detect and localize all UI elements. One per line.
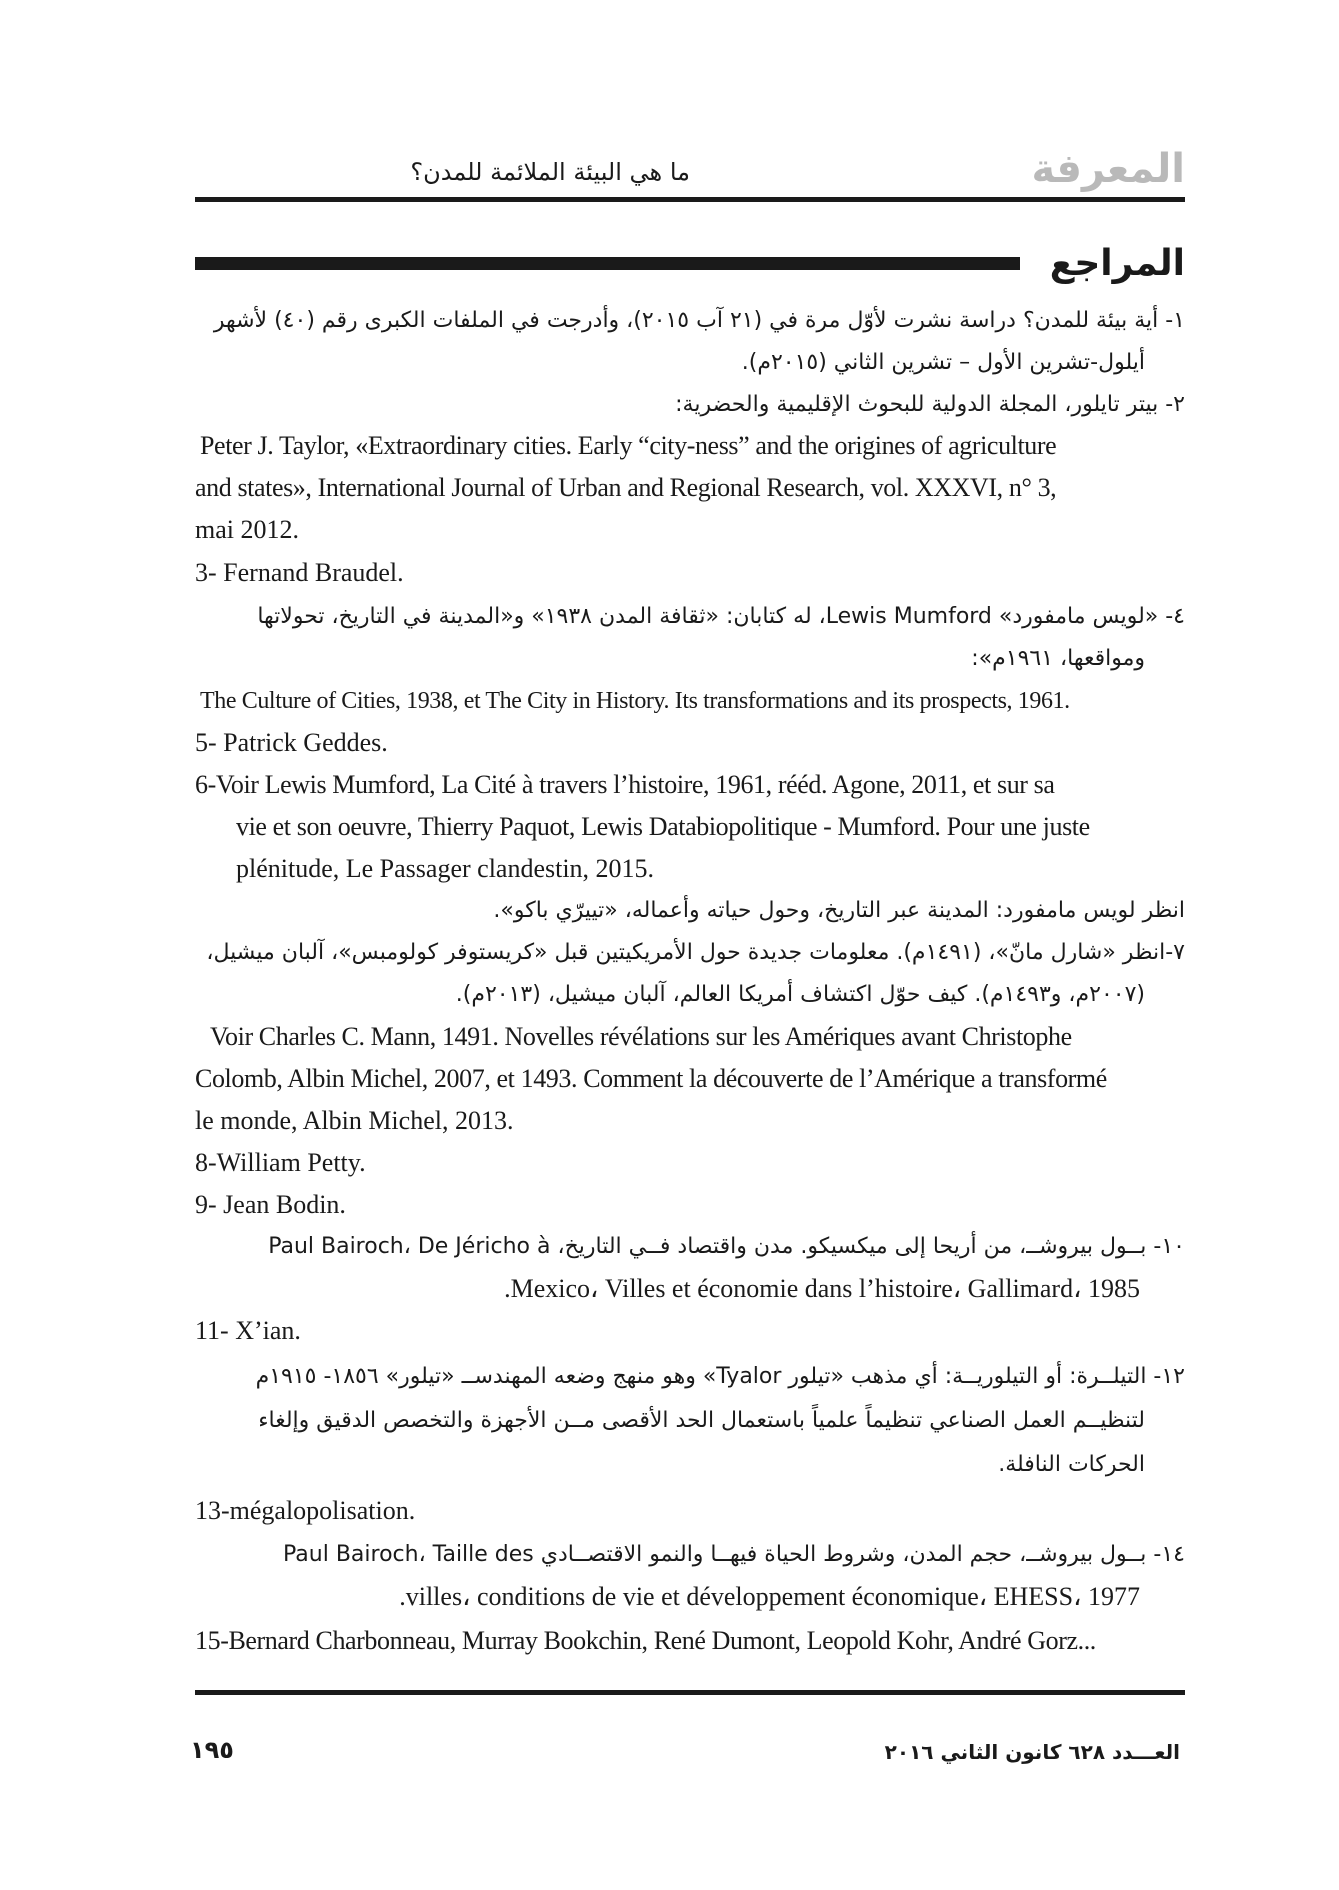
issue-info: العـــدد ٦٢٨ كانون الثاني ٢٠١٦ bbox=[884, 1740, 1180, 1764]
reference-10-line-2: Mexico، Villes et économie dans l’histoire، Gallimard، 1985. bbox=[504, 1274, 1140, 1303]
reference-6-arabic: انظر لويس مامفورد: المدينة عبر التاريخ، وحول حياته وأعماله، «تييرّي باكو». bbox=[493, 898, 1185, 923]
reference-8: 8-William Petty. bbox=[195, 1148, 366, 1177]
reference-14-line-2: villes، conditions de vie et développement économique، EHESS، 1977. bbox=[399, 1582, 1140, 1611]
reference-5: 5- Patrick Geddes. bbox=[195, 728, 388, 757]
reference-7-line-5: le monde, Albin Michel, 2013. bbox=[195, 1106, 514, 1135]
reference-15: 15-Bernard Charbonneau, Murray Bookchin, René Dumont, Leopold Kohr, André Gorz... bbox=[195, 1626, 1096, 1655]
reference-12-line-1: ١٢- التيلــرة: أو التيلوريــة: أي مذهب «تيلور Tyalor» وهو منهج وضعه المهندســ «تيلور» ١٨٥٦- ١٩١٥م bbox=[255, 1364, 1185, 1389]
reference-9: 9- Jean Bodin. bbox=[195, 1190, 346, 1219]
reference-7-line-1: ٧-انظر «شارل مانّ»، (١٤٩١م). معلومات جديدة حول الأمريكيتين قبل «كريستوفر كولومبس»، آلبان ميشيل، bbox=[206, 940, 1185, 965]
reference-13: 13-mégalopolisation. bbox=[195, 1496, 416, 1525]
header-divider bbox=[195, 197, 1185, 202]
page-number: ١٩٥ bbox=[190, 1736, 234, 1764]
reference-7-line-4: Colomb, Albin Michel, 2007, et 1493. Comment la découverte de l’Amérique a transformé bbox=[195, 1064, 1107, 1093]
section-title-bar bbox=[195, 257, 1020, 270]
reference-6-line-3: plénitude, Le Passager clandestin, 2015. bbox=[236, 854, 655, 883]
reference-10-line-1: ١٠- بــول بيروشــ، من أريحا إلى ميكسيكو. مدن واقتصاد فــي التاريخ، Paul Bairoch، De Jéricho à bbox=[268, 1234, 1185, 1259]
reference-2-arabic: ٢- بيتر تايلور، المجلة الدولية للبحوث الإقليمية والحضرية: bbox=[675, 392, 1185, 417]
footer-divider bbox=[195, 1690, 1185, 1695]
reference-11: 11- X’ian. bbox=[195, 1316, 301, 1345]
reference-6-line-1: 6-Voir Lewis Mumford, La Cité à travers l’histoire, 1961, rééd. Agone, 2011, et sur sa bbox=[195, 770, 1055, 799]
reference-1-line-1: ١- أية بيئة للمدن؟ دراسة نشرت لأوّل مرة في (٢١ آب ٢٠١٥)، وأدرجت في الملفات الكبرى رقم (٤٠) لأشهر bbox=[213, 308, 1185, 333]
reference-4-latin: The Culture of Cities, 1938, et The City in History. Its transformations and its prospects, 1961. bbox=[200, 688, 1070, 714]
reference-6-line-2: vie et son oeuvre, Thierry Paquot, Lewis Databiopolitique - Mumford. Pour une juste bbox=[236, 812, 1090, 841]
running-title: ما هي البيئة الملائمة للمدن؟ bbox=[410, 158, 690, 186]
reference-2-line-3: mai 2012. bbox=[195, 515, 299, 544]
reference-7-line-3: Voir Charles C. Mann, 1491. Novelles révélations sur les Amériques avant Christophe bbox=[210, 1022, 1072, 1051]
section-title: المراجع bbox=[1049, 243, 1185, 284]
magazine-logo: المعرفة bbox=[1031, 146, 1185, 192]
reference-7-line-2: (٢٠٠٧م، و١٤٩٣م). كيف حوّل اكتشاف أمريكا العالم، آلبان ميشيل، (٢٠١٣م). bbox=[455, 982, 1145, 1007]
reference-2-line-1: Peter J. Taylor, «Extraordinary cities. Early “city-ness” and the origines of agriculture bbox=[200, 431, 1057, 460]
reference-14-line-1: ١٤- بــول بيروشــ، حجم المدن، وشروط الحياة فيهــا والنمو الاقتصــادي Paul Bairoch، Taille des bbox=[283, 1542, 1185, 1567]
reference-4-line-1: ٤- «لويس مامفورد» Lewis Mumford، له كتابان: «ثقافة المدن ١٩٣٨» و«المدينة في التاريخ، تحولاتها bbox=[257, 604, 1185, 629]
reference-3: 3- Fernand Braudel. bbox=[195, 558, 404, 587]
reference-2-line-2: and states», International Journal of Urban and Regional Research, vol. XXXVI, n° 3, bbox=[195, 473, 1057, 502]
reference-12-line-2: لتنظيــم العمل الصناعي تنظيماً علمياً باستعمال الحد الأقصى مــن الأجهزة والتخصص الدقيق وإلغاء bbox=[258, 1408, 1145, 1433]
reference-12-line-3: الحركات النافلة. bbox=[998, 1452, 1145, 1477]
reference-1-line-2: أيلول-تشرين الأول – تشرين الثاني (٢٠١٥م). bbox=[741, 350, 1145, 375]
reference-4-line-2: ومواقعها، ١٩٦١م»: bbox=[971, 646, 1145, 671]
